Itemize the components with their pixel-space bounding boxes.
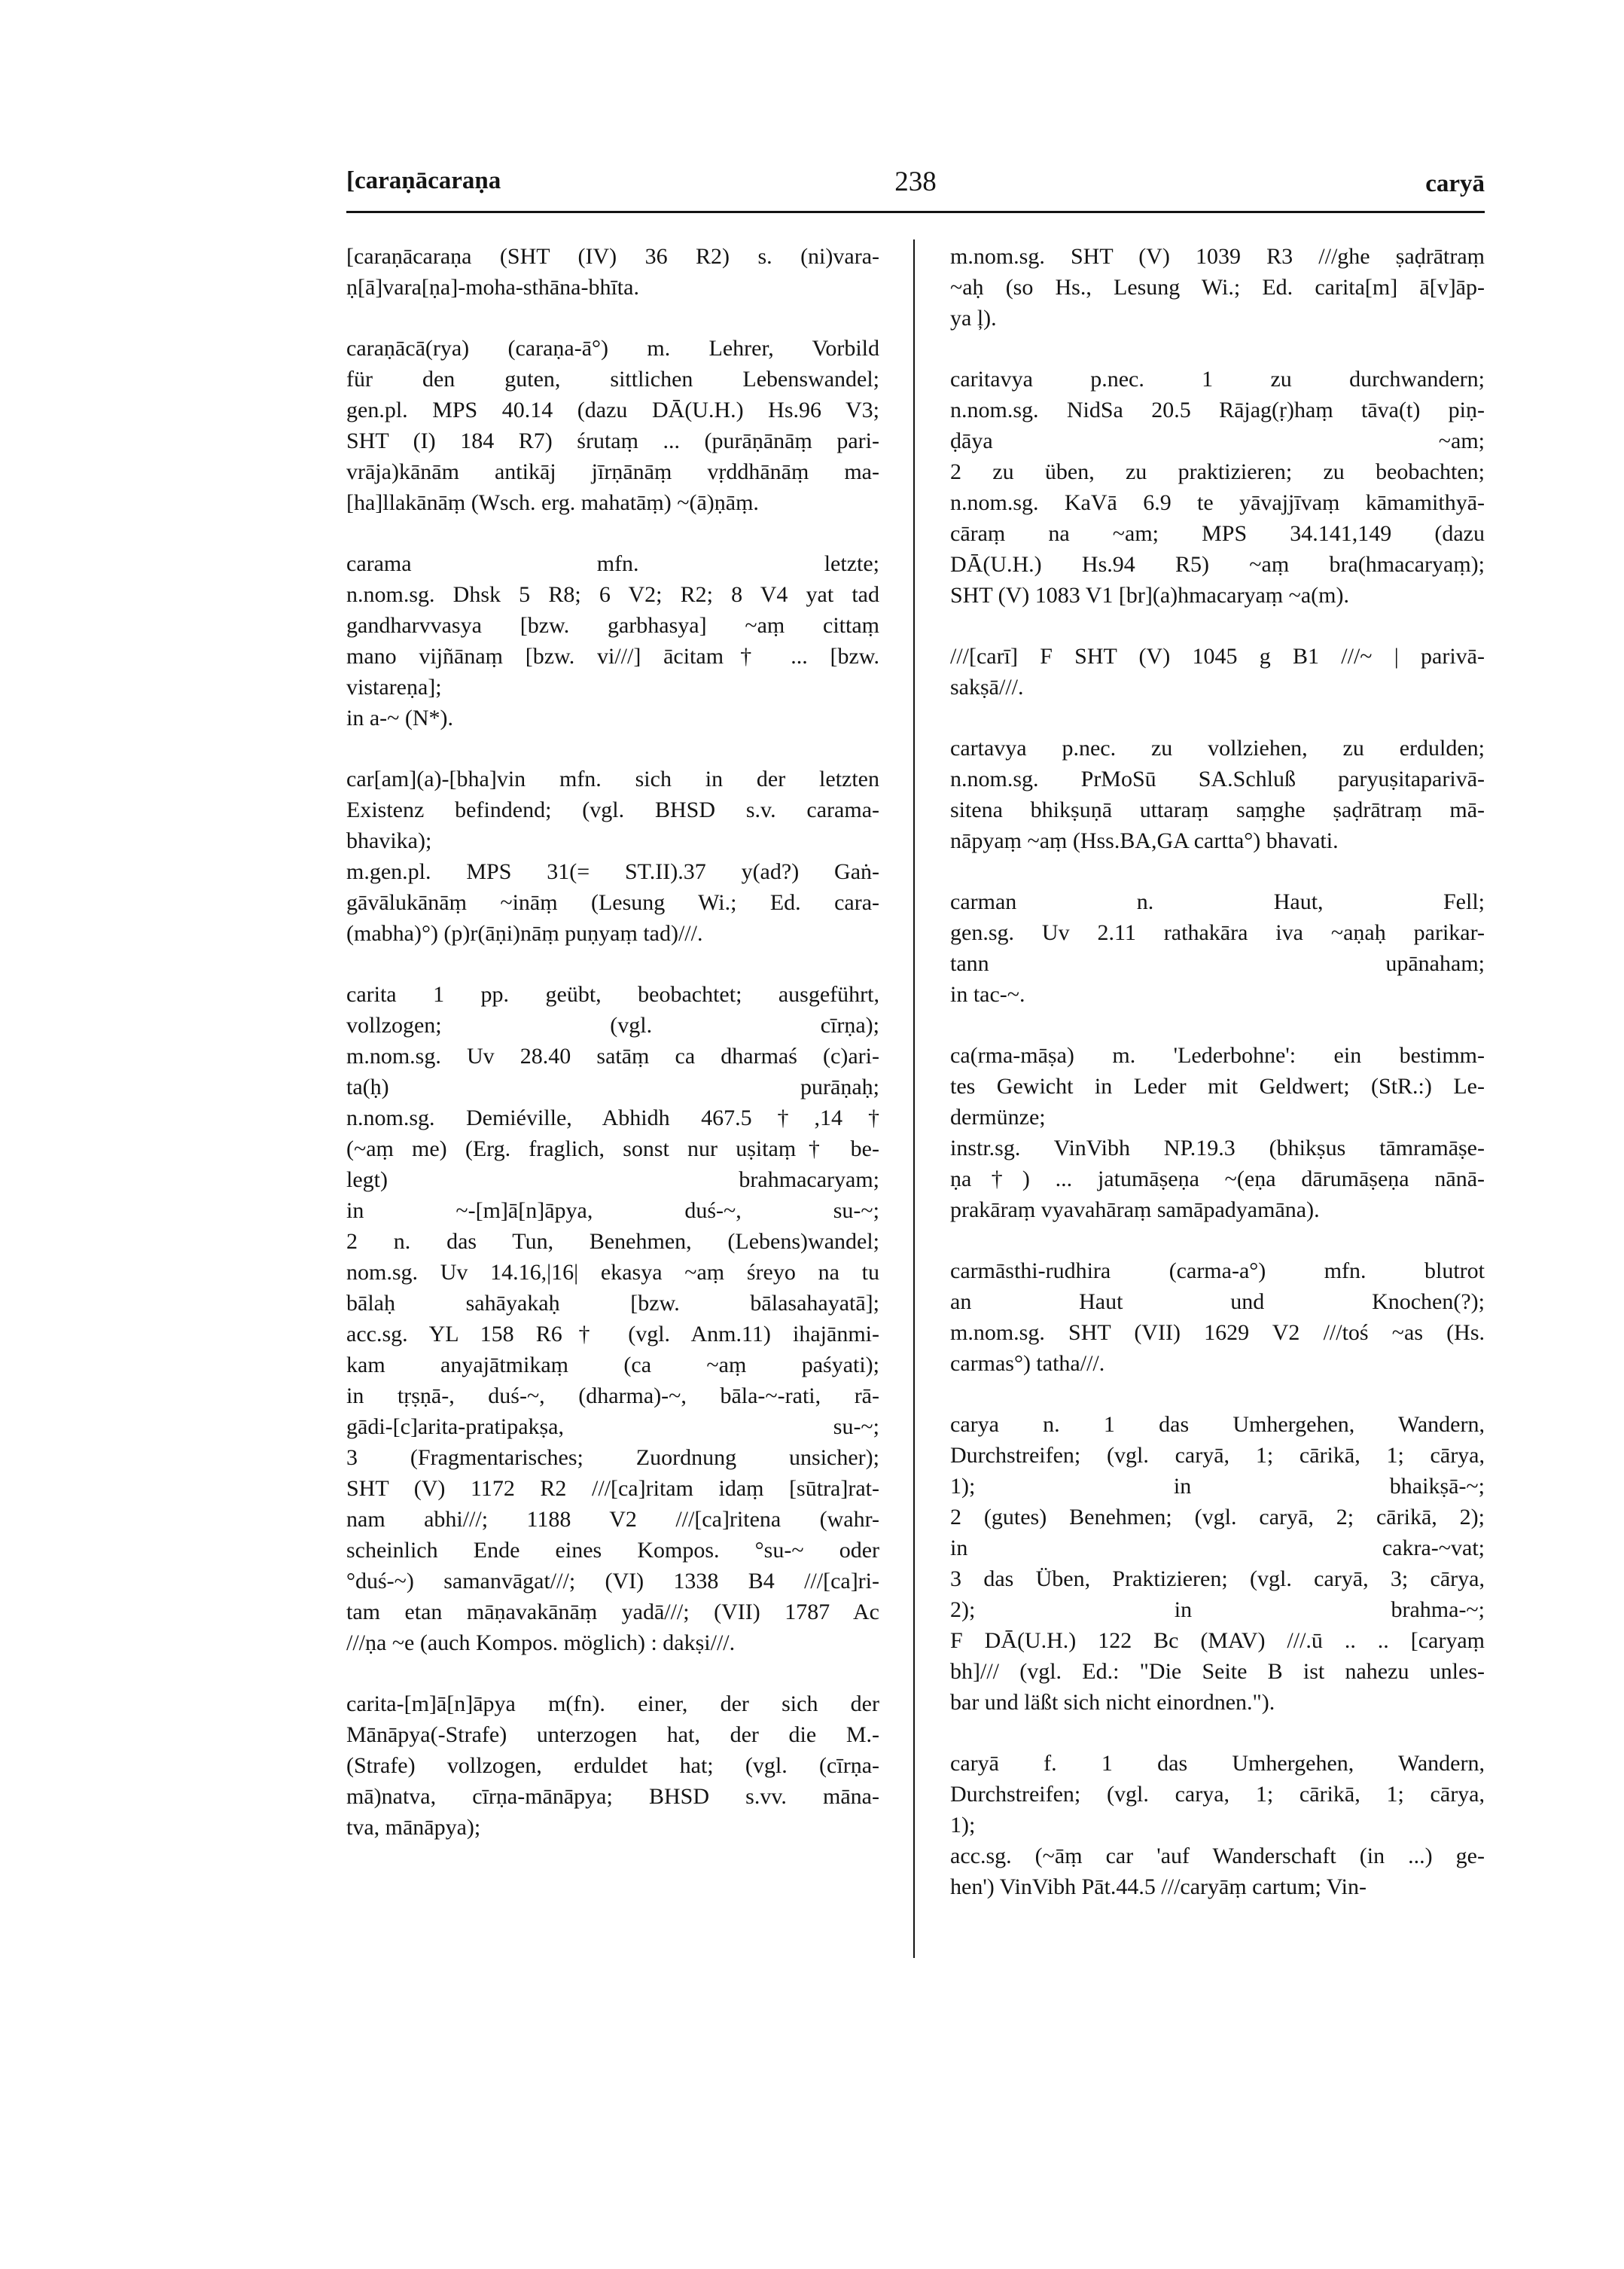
header-last-lemma: caryā bbox=[1425, 170, 1485, 197]
entry-headline: [caraṇācaraṇa (SHT (IV) 36 R2) s. (ni)vara- bbox=[346, 244, 879, 269]
entry-line: kam anyajātmikaṃ (ca ~aṃ paśyati); bbox=[346, 1353, 879, 1377]
entry-line: tes Gewicht in Leder mit Geldwert; (StR.:) Le- bbox=[950, 1074, 1485, 1099]
dictionary-entry bbox=[950, 733, 1485, 856]
entry-line: gādi-[c]arita-pratipakṣa, su-~; bbox=[346, 1414, 879, 1439]
entry-line: scheinlich Ende eines Kompos. °su-~ oder bbox=[346, 1538, 879, 1563]
entry-line: nāpyaṃ ~aṃ (Hss.BA,GA cartta°) bhavati. bbox=[950, 828, 1339, 853]
dictionary-entry bbox=[346, 1688, 879, 1843]
entry-line: (~aṃ me) (Erg. fraglich, sonst nur uṣitaṃ† be- bbox=[346, 1136, 879, 1161]
entry-line: 2 zu üben, zu praktizieren; zu beobachten; bbox=[950, 459, 1485, 484]
header-first-lemma: [caraṇācaraṇa bbox=[346, 167, 501, 194]
entry-headline: caraṇācā(rya) (caraṇa-ā°) m. Lehrer, Vorbild bbox=[346, 336, 879, 361]
dictionary-entry bbox=[950, 1040, 1485, 1225]
entry-line: gen.pl. MPS 40.14 (dazu DĀ(U.H.) Hs.96 V3; bbox=[346, 398, 879, 422]
entry-line: 1); in bhaikṣā-~; bbox=[950, 1474, 1485, 1499]
column-divider bbox=[913, 239, 915, 1958]
entry-line: m.nom.sg. SHT (VII) 1629 V2 ///toś ~as (Hs. bbox=[950, 1320, 1485, 1345]
entry-line: n.nom.sg. Demiéville, Abhidh 467.5†,14† bbox=[346, 1106, 879, 1130]
entry-line: instr.sg. VinVibh NP.19.3 (bhikṣus tāmramāṣe- bbox=[950, 1136, 1485, 1160]
entry-line: n.nom.sg. NidSa 20.5 Rājag(ṛ)haṃ tāva(t) piṇ- bbox=[950, 398, 1485, 422]
entry-line: SHT (V) 1083 V1 [br](a)hmacaryaṃ ~a(m). bbox=[950, 583, 1349, 608]
entry-line: mano vijñānaṃ [bzw. vi///] ācitam† ... [bzw. bbox=[346, 644, 879, 669]
entry-line: ///ṇa ~e (auch Kompos. möglich) : dakṣi///. bbox=[346, 1630, 736, 1655]
dictionary-entry bbox=[950, 886, 1485, 1010]
entry-line: m.nom.sg. Uv 28.40 satāṃ ca dharmaś (c)ari- bbox=[346, 1044, 879, 1069]
entry-line: [ha]llakānāṃ (Wsch. erg. mahatāṃ) ~(ā)ṇāṃ. bbox=[346, 490, 759, 515]
entry-line: tva, mānāpya); bbox=[346, 1815, 481, 1840]
entry-line: sitena bhikṣuṇā uttaraṃ saṃghe ṣaḍrātraṃ mā- bbox=[950, 798, 1485, 822]
entry-line: 3 das Üben, Praktizieren; (vgl. caryā, 3; cārya, bbox=[950, 1566, 1485, 1591]
entry-line: in tṛṣṇā-, duś-~, (dharma)-~, bāla-~-rati, rā- bbox=[346, 1383, 879, 1408]
entry-line: tann upānaham; bbox=[950, 951, 1485, 976]
entry-line: gen.sg. Uv 2.11 rathakāra iva ~aṇaḥ parikar- bbox=[950, 920, 1485, 945]
dictionary-entry bbox=[346, 333, 879, 518]
page-number: 238 bbox=[894, 166, 937, 197]
entry-line: carmas°) tatha///. bbox=[950, 1351, 1105, 1376]
entry-line: bar und läßt sich nicht einordnen."). bbox=[950, 1690, 1275, 1715]
entry-line: 1); bbox=[950, 1813, 976, 1837]
entry-line: vistareṇa]; bbox=[346, 675, 442, 700]
entry-line: SHT (I) 184 R7) śrutaṃ ... (purāṇānāṃ pari- bbox=[346, 428, 879, 453]
entry-line: bālaḥ sahāyakaḥ [bzw. bālasahayatā]; bbox=[346, 1291, 879, 1316]
entry-line: hen') VinVibh Pāt.44.5 ///caryāṃ cartum; Vin- bbox=[950, 1874, 1367, 1899]
entry-line: sakṣā///. bbox=[950, 675, 1024, 700]
entry-line: ~aḥ (so Hs., Lesung Wi.; Ed. carita[m] ā[v]āp- bbox=[950, 275, 1485, 300]
entry-line: gāvālukānāṃ ~ināṃ (Lesung Wi.; Ed. cara- bbox=[346, 890, 879, 915]
entry-line: in a-~ (N*). bbox=[346, 706, 454, 730]
entry-headline: carita-[m]ā[n]āpya m(fn). einer, der sich der bbox=[346, 1691, 879, 1716]
entry-line: in cakra-~vat; bbox=[950, 1536, 1485, 1560]
entry-line: vrāja)kānām antikāj jīrṇānāṃ vṛddhānāṃ ma- bbox=[346, 459, 879, 484]
entry-headline: carama mfn. letzte; bbox=[346, 551, 879, 576]
entry-line: prakāraṃ vyavahāraṃ samāpadyamāna). bbox=[950, 1197, 1320, 1222]
header-rule bbox=[346, 211, 1485, 213]
entry-line: Durchstreifen; (vgl. carya, 1; cārikā, 1; cārya, bbox=[950, 1782, 1485, 1807]
entry-headline: carmāsthi-rudhira (carma-a°) mfn. blutrot bbox=[950, 1258, 1485, 1283]
entry-headline: carita 1 pp. geübt, beobachtet; ausgeführt, bbox=[346, 982, 879, 1007]
dictionary-entry bbox=[346, 241, 879, 303]
entry-line: Mānāpya(-Strafe) unterzogen hat, der die M.- bbox=[346, 1722, 879, 1747]
entry-line: bh]/// (vgl. Ed.: "Die Seite B ist nahezu unles- bbox=[950, 1659, 1485, 1684]
entry-line: (mabha)°) (p)r(āṇi)nāṃ puṇyaṃ tad)///. bbox=[346, 921, 703, 946]
entry-headline: ca(rma-māṣa) m. 'Lederbohne': ein bestimm- bbox=[950, 1043, 1485, 1068]
entry-line: acc.sg. YL 158 R6† (vgl. Anm.11) ihajānmi- bbox=[346, 1322, 879, 1346]
dictionary-entry bbox=[950, 241, 1485, 334]
left-column bbox=[346, 241, 879, 1843]
entry-line: 2 (gutes) Benehmen; (vgl. caryā, 2; cārikā, 2); bbox=[950, 1505, 1485, 1529]
entry-headline: caryā f. 1 das Umhergehen, Wandern, bbox=[950, 1751, 1485, 1776]
entry-line: ta(ḥ) purāṇaḥ; bbox=[346, 1075, 879, 1099]
entry-line: F DĀ(U.H.) 122 Bc (MAV) ///.ū .. .. [caryaṃ bbox=[950, 1628, 1485, 1653]
entry-line: n.nom.sg. KaVā 6.9 te yāvajjīvaṃ kāmamithyā- bbox=[950, 490, 1485, 515]
entry-line: ṇa†) ... jatumāṣeṇa ~(eṇa dārumāṣeṇa nānā- bbox=[950, 1167, 1485, 1191]
entry-headline: car[am](a)-[bha]vin mfn. sich in der letzten bbox=[346, 767, 879, 791]
entry-line: DĀ(U.H.) Hs.94 R5) ~aṃ bra(hmacaryaṃ); bbox=[950, 552, 1485, 577]
entry-headline: carman n. Haut, Fell; bbox=[950, 889, 1485, 914]
entry-line: nom.sg. Uv 14.16,|16| ekasya ~aṃ śreyo na tu bbox=[346, 1260, 879, 1285]
right-column bbox=[950, 241, 1485, 1902]
entry-line: 2); in brahma-~; bbox=[950, 1597, 1485, 1622]
entry-line: dermünze; bbox=[950, 1105, 1046, 1130]
dictionary-entry bbox=[950, 1409, 1485, 1718]
entry-line: ḍāya ~am; bbox=[950, 428, 1485, 453]
entry-line: mā)natva, cīrṇa-mānāpya; BHSD s.vv. māna- bbox=[346, 1784, 879, 1809]
entry-line: (Strafe) vollzogen, erduldet hat; (vgl. (cīrṇa- bbox=[346, 1753, 879, 1778]
entry-line: vollzogen; (vgl. cīrṇa); bbox=[346, 1013, 879, 1038]
entry-line: 2 n. das Tun, Benehmen, (Lebens)wandel; bbox=[346, 1229, 879, 1254]
entry-line: m.gen.pl. MPS 31(= ST.II).37 y(ad?) Gaṅ- bbox=[346, 859, 879, 884]
entry-line: Existenz befindend; (vgl. BHSD s.v. carama- bbox=[346, 798, 879, 822]
entry-line: n.nom.sg. PrMoSū SA.Schluß paryuṣitaparivā- bbox=[950, 767, 1485, 791]
dictionary-entry bbox=[346, 979, 879, 1658]
entry-line: bhavika); bbox=[346, 828, 432, 853]
entry-line: acc.sg. (~āṃ car 'auf Wanderschaft (in ...) ge- bbox=[950, 1844, 1485, 1868]
entry-headline: carya n. 1 das Umhergehen, Wandern, bbox=[950, 1412, 1485, 1437]
entry-line: Durchstreifen; (vgl. caryā, 1; cārikā, 1; cārya, bbox=[950, 1443, 1485, 1468]
entry-line: SHT (V) 1172 R2 ///[ca]ritam idaṃ [sūtra]rat- bbox=[346, 1476, 879, 1501]
entry-line: nam abhi///; 1188 V2 ///[ca]ritena (wahr- bbox=[346, 1507, 879, 1532]
entry-line: 3 (Fragmentarisches; Zuordnung unsicher); bbox=[346, 1445, 879, 1470]
entry-headline: m.nom.sg. SHT (V) 1039 R3 ///ghe ṣaḍrātraṃ bbox=[950, 244, 1485, 269]
entry-headline: caritavya p.nec. 1 zu durchwandern; bbox=[950, 367, 1485, 392]
entry-line: in tac-~. bbox=[950, 982, 1025, 1007]
running-header bbox=[346, 167, 1485, 211]
entry-line: n.nom.sg. Dhsk 5 R8; 6 V2; R2; 8 V4 yat tad bbox=[346, 582, 879, 607]
entry-headline: ///[carī] F SHT (V) 1045 g B1 ///~ | parivā- bbox=[950, 644, 1485, 669]
entry-line: gandharvvasya [bzw. garbhasya] ~aṃ cittaṃ bbox=[346, 613, 879, 638]
dictionary-entry bbox=[346, 548, 879, 733]
entry-line: °duś-~) samanvāgat///; (VI) 1338 B4 ///[ca]ri- bbox=[346, 1569, 879, 1593]
dictionary-entry bbox=[346, 764, 879, 949]
entry-headline: cartavya p.nec. zu vollziehen, zu erdulden; bbox=[950, 736, 1485, 761]
entry-line: cāraṃ na ~am; MPS 34.141,149 (dazu bbox=[950, 521, 1485, 546]
entry-line: in ~-[m]ā[n]āpya, duś-~, su-~; bbox=[346, 1198, 879, 1223]
dictionary-entry bbox=[950, 641, 1485, 703]
entry-line: an Haut und Knochen(?); bbox=[950, 1289, 1485, 1314]
dictionary-entry bbox=[950, 1255, 1485, 1379]
entry-line: ya ļ). bbox=[950, 306, 997, 331]
entry-line: ṇ[ā]vara[ṇa]-moha-sthāna-bhīta. bbox=[346, 275, 639, 300]
entry-line: tam etan māṇavakānāṃ yadā///; (VII) 1787 Ac bbox=[346, 1600, 879, 1624]
dictionary-entry bbox=[950, 364, 1485, 611]
dictionary-entry bbox=[950, 1748, 1485, 1902]
entry-line: für den guten, sittlichen Lebenswandel; bbox=[346, 367, 879, 392]
entry-line: legt) brahmacaryam; bbox=[346, 1167, 879, 1192]
